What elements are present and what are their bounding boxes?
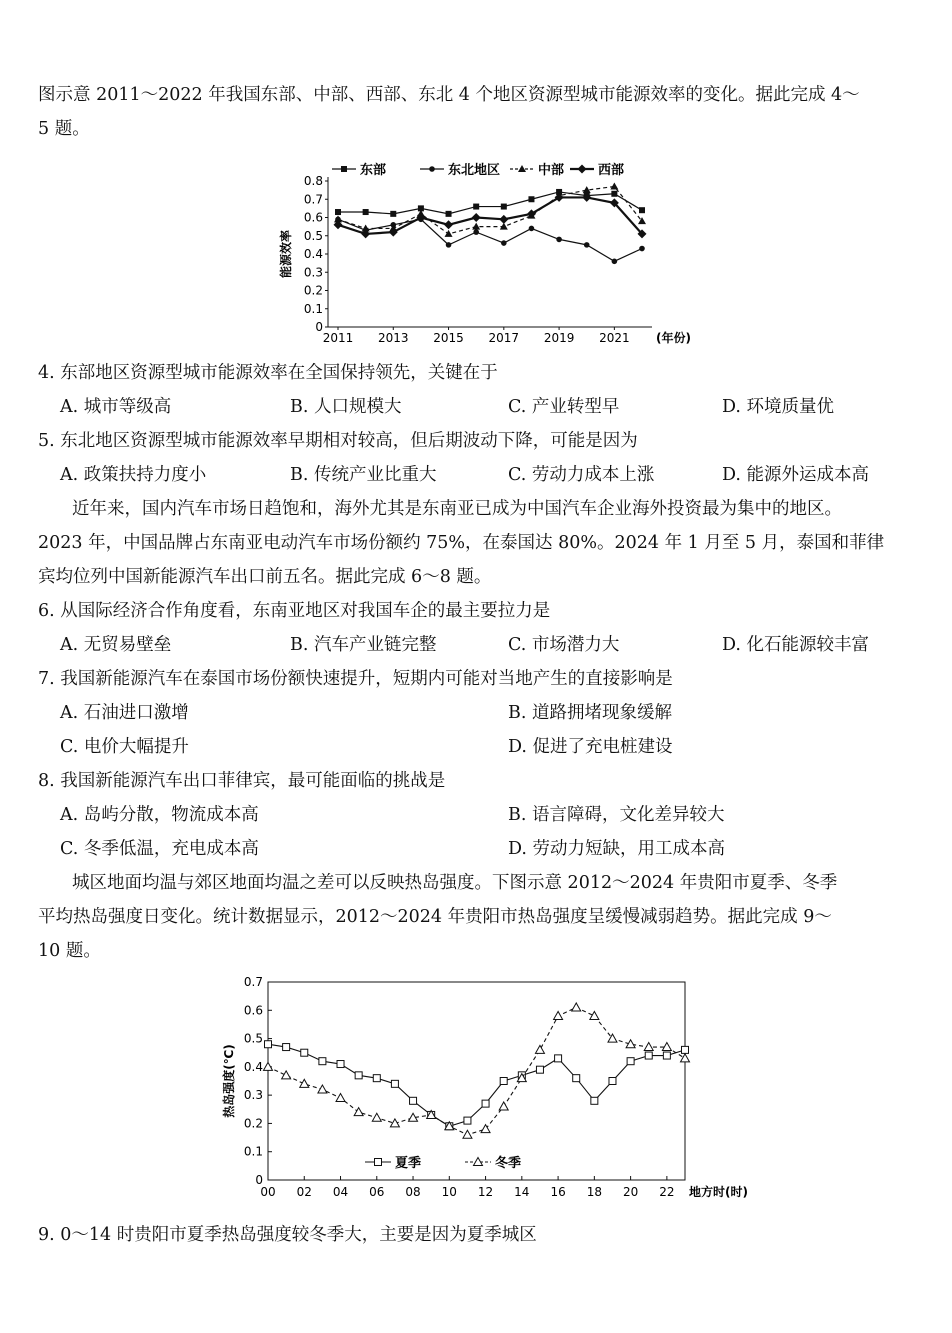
q8-option-b[interactable]: B. 语言障碍，文化差异较大 bbox=[508, 805, 725, 825]
y-axis-label: 热岛强度(℃) bbox=[222, 1044, 236, 1118]
y-tick-label: 0.4 bbox=[303, 247, 323, 261]
x-tick-label: 14 bbox=[514, 1185, 530, 1199]
y-tick-label: 0.3 bbox=[303, 265, 323, 280]
x-tick-label: 08 bbox=[405, 1185, 421, 1199]
q6-option-d[interactable]: D. 化石能源较丰富 bbox=[722, 635, 870, 655]
y-tick-label: 0 bbox=[255, 1173, 263, 1187]
q5-option-d[interactable]: D. 能源外运成本高 bbox=[722, 465, 870, 485]
data-point bbox=[501, 204, 507, 210]
y-axis-label: 能源效率 bbox=[279, 229, 293, 279]
data-point bbox=[473, 229, 479, 235]
q5-option-a[interactable]: A. 政策扶持力度小 bbox=[60, 465, 207, 485]
data-point bbox=[335, 209, 341, 215]
data-point bbox=[609, 1078, 616, 1085]
y-tick-label: 0.5 bbox=[243, 1031, 263, 1046]
q4-option-d[interactable]: D. 环境质量优 bbox=[722, 397, 835, 417]
data-point bbox=[639, 207, 645, 213]
data-point bbox=[473, 204, 479, 210]
data-point bbox=[337, 1061, 344, 1068]
question-8-stem: 8. 我国新能源汽车出口菲律宾，最可能面临的挑战是 bbox=[38, 771, 446, 791]
data-point bbox=[682, 1046, 689, 1053]
data-point bbox=[529, 226, 535, 232]
y-tick-label: 0.7 bbox=[303, 192, 323, 207]
y-tick-label: 0.1 bbox=[243, 1144, 263, 1159]
x-axis-unit: (年份) bbox=[656, 331, 691, 345]
data-point bbox=[391, 1080, 398, 1087]
y-tick-label: 0.1 bbox=[303, 301, 323, 316]
q8-option-a[interactable]: A. 岛屿分散，物流成本高 bbox=[60, 805, 259, 825]
question-4-stem: 4. 东部地区资源型城市能源效率在全国保持领先，关键在于 bbox=[38, 363, 498, 383]
intro-line: 宾均位列中国新能源汽车出口前五名。据此完成 6～8 题。 bbox=[38, 567, 492, 587]
data-point bbox=[536, 1066, 543, 1073]
y-tick-label: 0.2 bbox=[303, 283, 323, 298]
q8-option-c[interactable]: C. 冬季低温，充电成本高 bbox=[60, 839, 259, 859]
data-point bbox=[355, 1072, 362, 1079]
data-point bbox=[501, 240, 507, 246]
data-point bbox=[500, 1078, 507, 1085]
intro-line: 5 题。 bbox=[38, 119, 90, 139]
intro-line: 城区地面均温与郊区地面均温之差可以反映热岛强度。下图示意 2012～2024 年贵阳市夏季、冬季 bbox=[72, 873, 838, 893]
data-point bbox=[319, 1058, 326, 1065]
x-axis-unit: 地方时(时) bbox=[689, 1185, 748, 1199]
x-tick-label: 16 bbox=[550, 1185, 566, 1199]
legend-label: 东部 bbox=[360, 163, 387, 178]
y-tick-label: 0.3 bbox=[243, 1088, 263, 1103]
x-tick-label: 02 bbox=[296, 1185, 312, 1199]
legend-marker bbox=[341, 166, 347, 172]
legend-marker bbox=[375, 1159, 382, 1166]
legend-marker bbox=[429, 166, 435, 172]
data-point bbox=[390, 211, 396, 217]
y-tick-label: 0.7 bbox=[243, 975, 263, 989]
data-point bbox=[611, 191, 617, 197]
x-tick-label: 2015 bbox=[433, 331, 464, 345]
legend-label: 东北地区 bbox=[448, 163, 501, 178]
x-tick-label: 10 bbox=[441, 1185, 457, 1199]
intro-line: 近年来，国内汽车市场日趋饱和，海外尤其是东南亚已成为中国汽车企业海外投资最为集中的地区。 bbox=[72, 499, 842, 519]
intro-line: 10 题。 bbox=[38, 941, 101, 961]
question-9-stem: 9. 0～14 时贵阳市夏季热岛强度较冬季大，主要是因为夏季城区 bbox=[38, 1225, 537, 1245]
data-point bbox=[464, 1117, 471, 1124]
data-point bbox=[363, 209, 369, 215]
q6-option-a[interactable]: A. 无贸易壁垒 bbox=[60, 635, 172, 655]
data-point bbox=[591, 1097, 598, 1104]
q7-option-b[interactable]: B. 道路拥堵现象缓解 bbox=[508, 703, 672, 723]
energy-efficiency-chart bbox=[270, 155, 690, 345]
q4-option-c[interactable]: C. 产业转型早 bbox=[508, 397, 620, 417]
data-point bbox=[446, 242, 452, 248]
x-tick-label: 22 bbox=[659, 1185, 675, 1199]
x-tick-label: 04 bbox=[332, 1185, 349, 1199]
y-tick-label: 0.5 bbox=[303, 228, 323, 243]
data-point bbox=[283, 1044, 290, 1051]
x-tick-label: 2017 bbox=[488, 331, 520, 345]
x-tick-label: 18 bbox=[586, 1185, 602, 1199]
data-point bbox=[639, 246, 645, 252]
data-point bbox=[528, 196, 534, 202]
x-tick-label: 12 bbox=[477, 1185, 494, 1199]
x-tick-label: 00 bbox=[260, 1185, 276, 1199]
legend-label: 冬季 bbox=[495, 1156, 522, 1171]
data-point bbox=[645, 1052, 652, 1059]
y-tick-label: 0.6 bbox=[243, 1003, 263, 1018]
y-tick-label: 0.8 bbox=[303, 174, 323, 188]
q7-option-a[interactable]: A. 石油进口激增 bbox=[60, 703, 189, 723]
intro-line: 2023 年，中国品牌占东南亚电动汽车市场份额约 75%，在泰国达 80%。2024 年 1 月至 5 月，泰国和菲律 bbox=[38, 533, 885, 553]
q6-option-c[interactable]: C. 市场潜力大 bbox=[508, 635, 620, 655]
legend-label: 中部 bbox=[538, 163, 565, 178]
data-point bbox=[301, 1049, 308, 1056]
data-point bbox=[555, 1055, 562, 1062]
legend-label: 西部 bbox=[598, 163, 625, 178]
heat-island-chart bbox=[215, 970, 748, 1210]
q5-option-c[interactable]: C. 劳动力成本上涨 bbox=[508, 465, 655, 485]
x-tick-label: 2011 bbox=[322, 331, 354, 345]
chart-background bbox=[215, 970, 735, 1210]
data-point bbox=[556, 237, 562, 243]
q4-option-b[interactable]: B. 人口规模大 bbox=[290, 397, 402, 417]
x-tick-label: 20 bbox=[622, 1185, 639, 1199]
data-point bbox=[612, 259, 618, 265]
q5-option-b[interactable]: B. 传统产业比重大 bbox=[290, 465, 437, 485]
y-tick-label: 0.2 bbox=[243, 1116, 263, 1131]
q6-option-b[interactable]: B. 汽车产业链完整 bbox=[290, 635, 437, 655]
y-tick-label: 0.4 bbox=[243, 1059, 263, 1074]
q7-option-d[interactable]: D. 促进了充电桩建设 bbox=[508, 737, 673, 757]
x-tick-label: 06 bbox=[369, 1185, 385, 1199]
data-point bbox=[663, 1052, 670, 1059]
chart-background bbox=[270, 155, 690, 345]
question-5-stem: 5. 东北地区资源型城市能源效率早期相对较高，但后期波动下降，可能是因为 bbox=[38, 431, 638, 451]
q4-option-a[interactable]: A. 城市等级高 bbox=[60, 397, 172, 417]
data-point bbox=[373, 1075, 380, 1082]
data-point bbox=[446, 211, 452, 217]
q7-option-c[interactable]: C. 电价大幅提升 bbox=[60, 737, 189, 757]
data-point bbox=[265, 1041, 272, 1048]
x-tick-label: 2021 bbox=[599, 331, 630, 345]
data-point bbox=[482, 1100, 489, 1107]
intro-line: 平均热岛强度日变化。统计数据显示，2012～2024 年贵阳市热岛强度呈缓慢减弱趋势。据此完成 9～ bbox=[38, 907, 832, 927]
q8-option-d[interactable]: D. 劳动力短缺，用工成本高 bbox=[508, 839, 726, 859]
legend-label: 夏季 bbox=[395, 1156, 422, 1171]
question-7-stem: 7. 我国新能源汽车在泰国市场份额快速提升，短期内可能对当地产生的直接影响是 bbox=[38, 669, 673, 689]
x-tick-label: 2019 bbox=[543, 331, 575, 345]
x-tick-label: 2013 bbox=[377, 331, 409, 345]
y-tick-label: 0.6 bbox=[303, 210, 323, 225]
question-6-stem: 6. 从国际经济合作角度看，东南亚地区对我国车企的最主要拉力是 bbox=[38, 601, 551, 621]
y-tick-label: 0 bbox=[315, 320, 323, 334]
data-point bbox=[573, 1075, 580, 1082]
data-point bbox=[410, 1097, 417, 1104]
data-point bbox=[584, 242, 590, 248]
data-point bbox=[627, 1058, 634, 1065]
intro-line: 图示意 2011～2022 年我国东部、中部、西部、东北 4 个地区资源型城市能源效率的变化。据此完成 4～ bbox=[38, 85, 860, 105]
